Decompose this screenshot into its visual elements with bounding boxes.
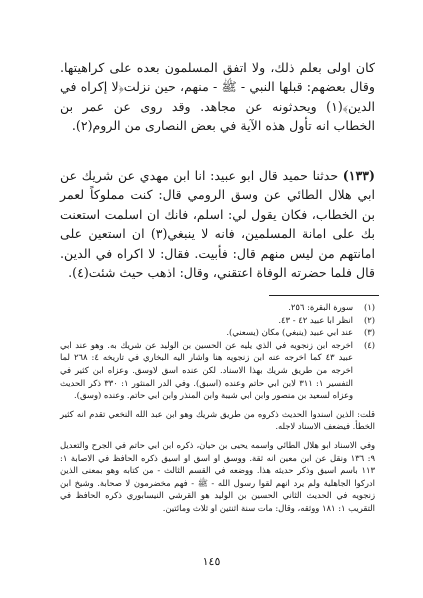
paragraph-2 <box>60 166 375 282</box>
footnote-text: عند ابي عبيد (ينبغي) مكان (يسعني). <box>226 327 353 338</box>
page-number: ١٤٥ <box>202 555 221 568</box>
footnote-4 <box>60 339 375 402</box>
footnote-2 <box>60 314 375 327</box>
footnote-number: (٢) <box>363 314 375 325</box>
note-commentary: قلت: الذين اسندوا الحديث ذكروه من طريق شريك وهو ابن عبد الله النخعي تقدم انه كثير الخطأ. فيضعف الاسناد لاجله. <box>60 408 375 432</box>
footnote-text: اخرجه ابن زنجويه في الذي يليه عن الحسين بن الوليد عن شريك به. وهو عند ابي عبيد ٤٣ كما اخرجه عنه ابن زنجويه هنا واشار اليه البخاري في تاريخه ٤: ٢٦٨ لما اخرجه من طريق شريك بهذا الاسناد. لكن عنده اسق لاوسق. وعزاه ابن كثير في التفسير ١: ٣١١ لابن ابي حاتم وعنده (اسبق). وفي الدر المنثور ١: ٣٣٠ ذكر الحديث وعزاه لسعيد بن منصور وابن ابي شيبة وابن المنذر وابن ابي حاتم. وعنده (وسق). <box>60 339 354 401</box>
footnote-3 <box>60 326 375 339</box>
footnote-divider <box>269 295 379 296</box>
paragraph-1: كان اولى بعلم ذلك، ولا اتفق المسلمون بعده على كراهيتها. وقال بعضهم: قبلها النبي - ﷺ - منهم، حين نزلت﴿لا إكراه في الدين﴾(١) ويحدثونه عن مجاهد. وقد روى عن عمر بن الخطاب انه تأول هذه الآية في بعض النصارى من الروم(٢). <box>60 60 375 134</box>
note-commentary: وفي الاسناد ابو هلال الطائي واسمه يحيى بن حيان، ذكره ابن ابي حاتم في الجرح والتعديل ٩: ١٣٦ ونقل عن ابن معين انه ثقة. ووسق او اسق او اسيق ذكره الحافظ في الاصابة ١: ١١٣ باسم اسيق وذكر حديثه هذا. ووضعه في القسم الثالث - من كتابه وهو بمعنى الذين ادركوا الجاهلية ولم يرد انهم لقوا رسول الله - ﷺ - فهم مخضرمون لا صحابة. وشيخ ابن زنجويه في الحديث الثاني الحسين بن الوليد هو القرشي النيسابوري ذكره الحافظ في التقريب ١: ١٨١ ووثقه، وقال: مات سنة اثنتين او ثلاث ومائتين. <box>60 439 376 513</box>
footnote-1 <box>60 301 375 314</box>
footnote-text: انظر ابا عبيد ٤٢ - ٤٣. <box>278 314 353 325</box>
footnote-number: (١) <box>363 302 375 312</box>
paragraph-2-text: حدثنا حميد قال ابو عبيد: انا ابن مهدي عن شريك عن ابي هلال الطائي عن وسق الرومي قال: كنت مملوكاً لعمر بن الخطاب، فكان يقول لي: اسلم، فانك ان اسلمت استعنت بك على امانة المسلمين، فانه لا ينبغي(٣) ان استعين على امانتهم من ليس منهم قال: فأبيت. فقال: لا اكراه في الدين. قال فلما حضرته الوفاة اعتقني، وقال: اذهب حيث شئت(٤). <box>60 168 375 281</box>
paragraph-2-number: (١٣٣) <box>342 168 375 183</box>
footnote-text: سورة البقرة: ٢٥٦. <box>288 302 353 312</box>
footnotes <box>60 301 375 515</box>
footnote-number: (٣) <box>363 327 375 338</box>
footnote-number: (٤) <box>363 339 375 350</box>
